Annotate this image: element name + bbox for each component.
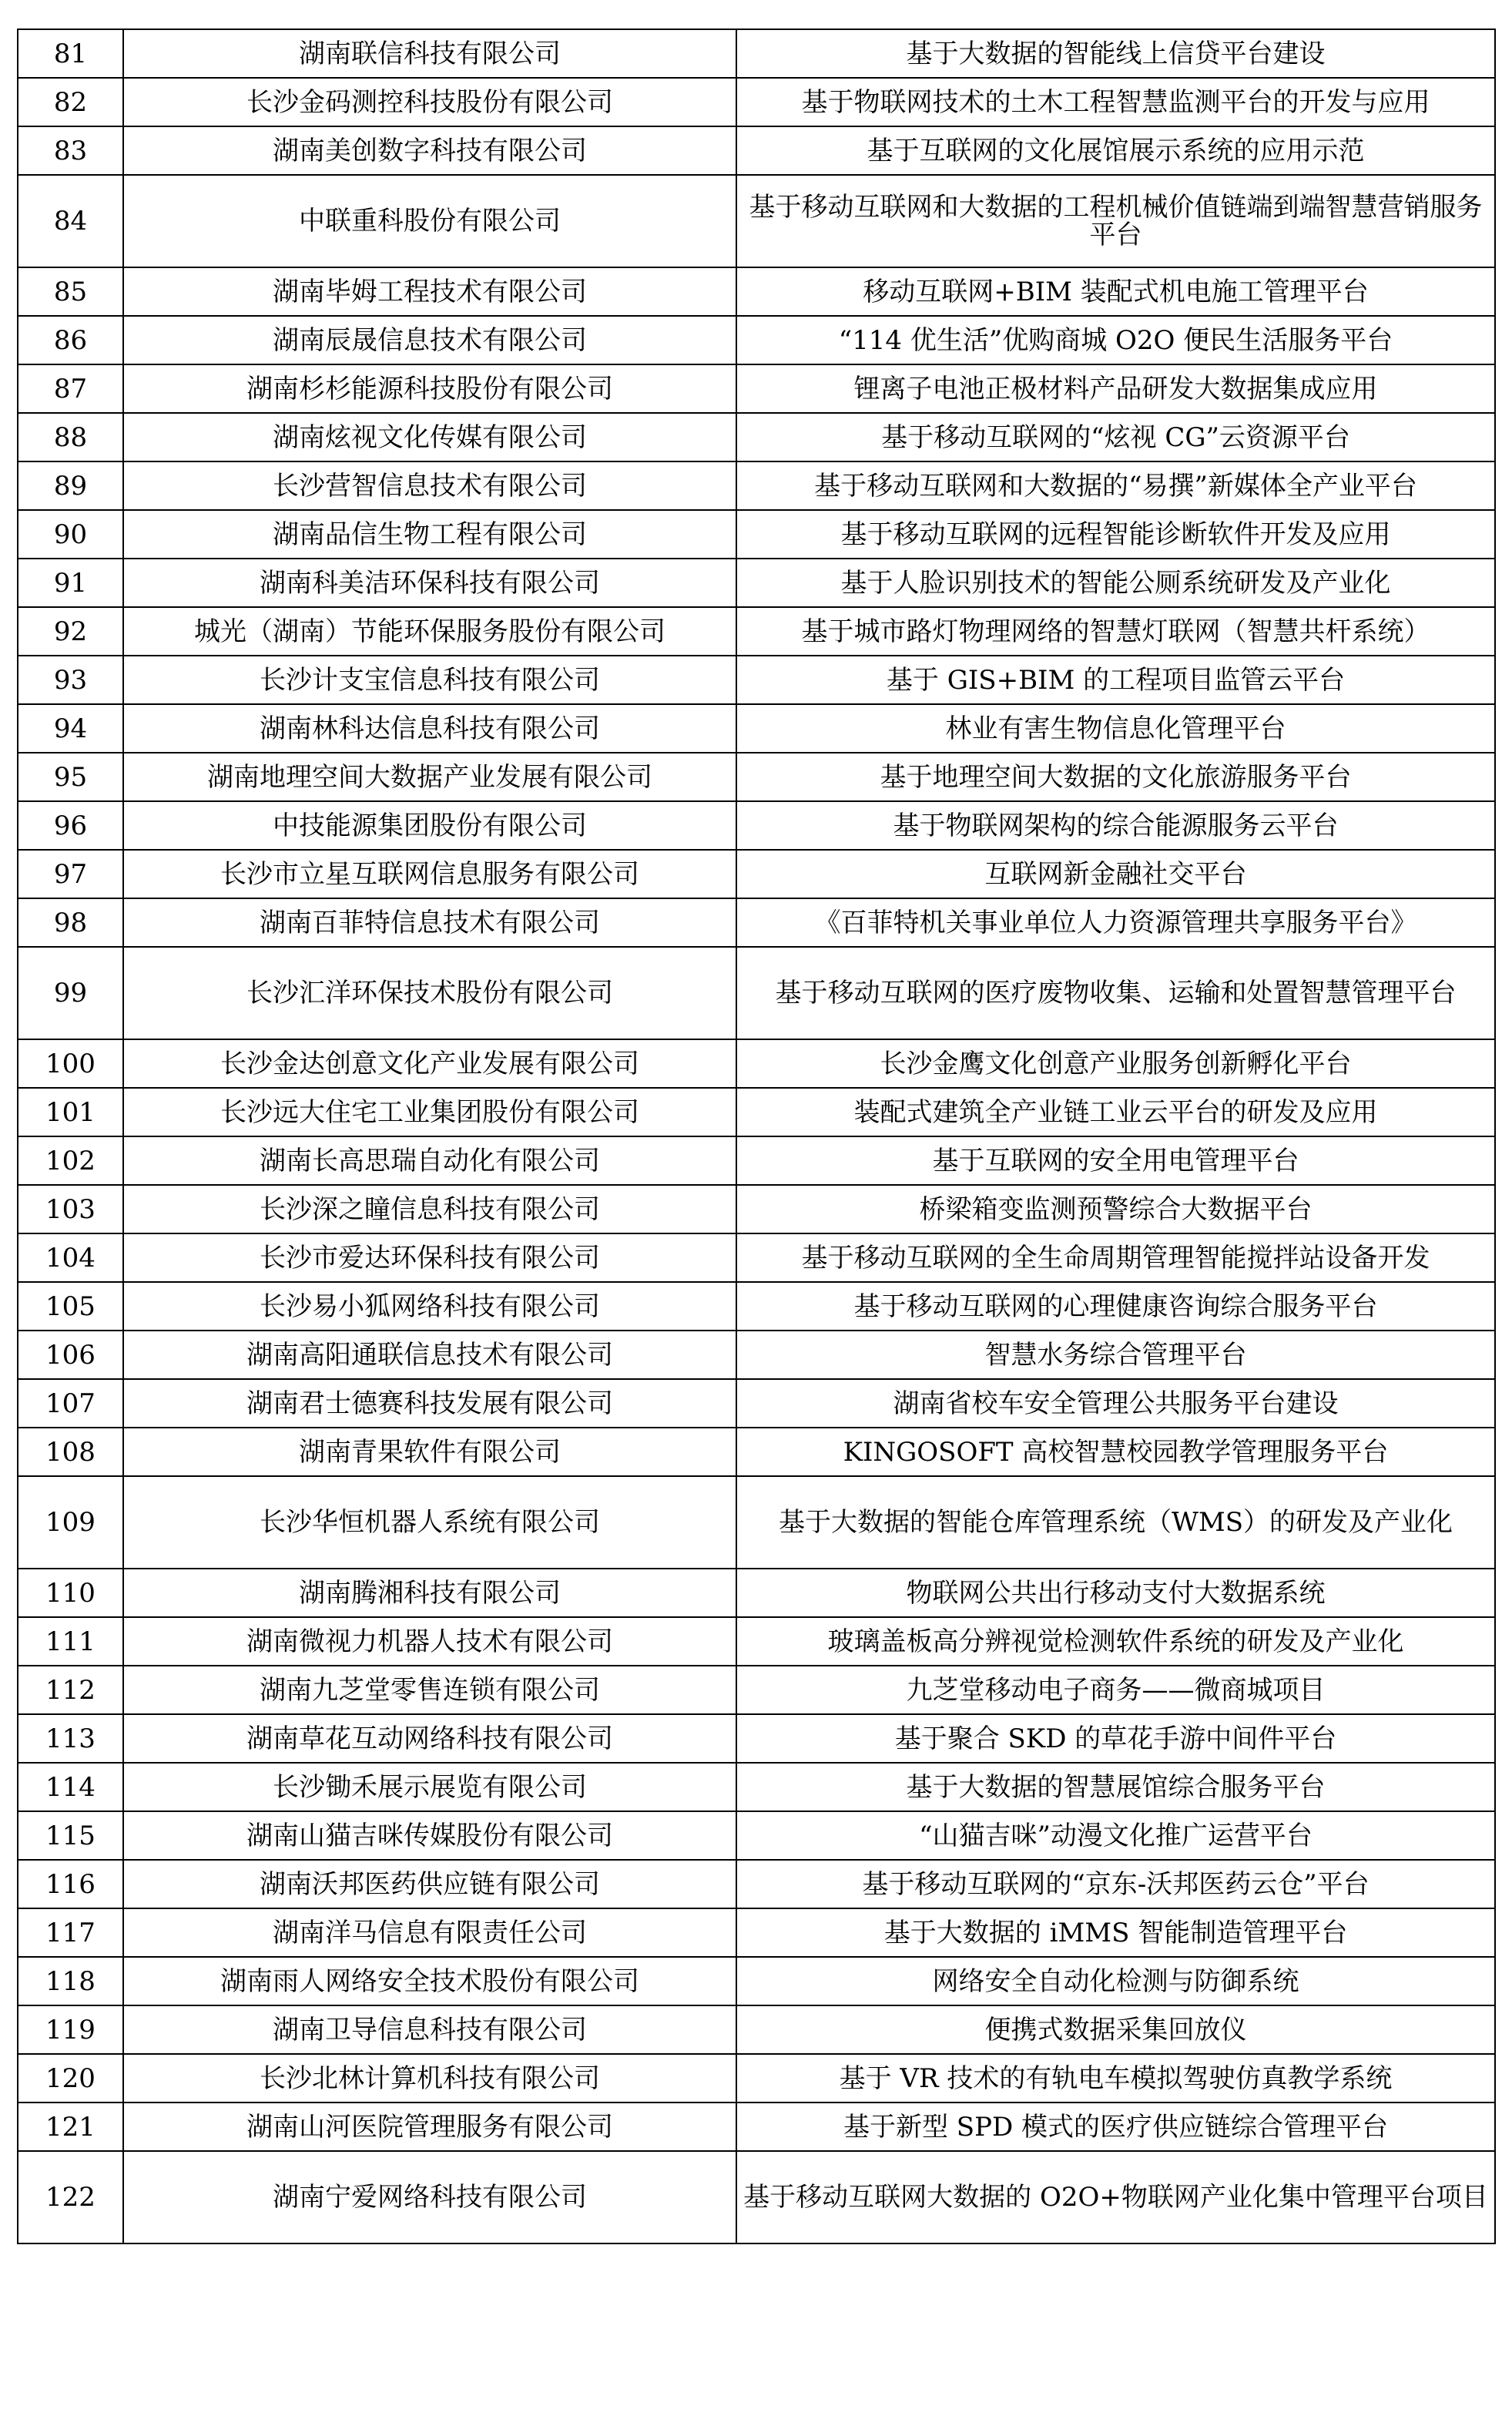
table-row — [18, 175, 1495, 267]
company-name-cell: 湖南草花互动网络科技有限公司 — [123, 1714, 736, 1763]
company-name-cell: 湖南杉杉能源科技股份有限公司 — [123, 364, 736, 413]
project-name-cell: 基于物联网技术的土木工程智慧监测平台的开发与应用 — [736, 78, 1495, 126]
row-number-cell: 115 — [18, 1811, 123, 1860]
row-number-cell: 117 — [18, 1908, 123, 1957]
project-name-cell: 基于移动互联网和大数据的“易撰”新媒体全产业平台 — [736, 461, 1495, 510]
table-row — [18, 1811, 1495, 1860]
project-name-cell: 基于城市路灯物理网络的智慧灯联网（智慧共杆系统） — [736, 607, 1495, 656]
table-row — [18, 559, 1495, 607]
company-name-cell: 长沙易小狐网络科技有限公司 — [123, 1282, 736, 1331]
project-name-cell: 基于人脸识别技术的智能公厕系统研发及产业化 — [736, 559, 1495, 607]
company-name-cell: 湖南高阳通联信息技术有限公司 — [123, 1331, 736, 1379]
row-number-cell: 100 — [18, 1039, 123, 1088]
company-name-cell: 湖南品信生物工程有限公司 — [123, 510, 736, 559]
table-row — [18, 1714, 1495, 1763]
table-row — [18, 2103, 1495, 2151]
table-row — [18, 753, 1495, 801]
company-name-cell: 湖南山河医院管理服务有限公司 — [123, 2103, 736, 2151]
table-row — [18, 1039, 1495, 1088]
company-name-cell: 湖南九芝堂零售连锁有限公司 — [123, 1666, 736, 1714]
row-number-cell: 104 — [18, 1233, 123, 1282]
row-number-cell: 91 — [18, 559, 123, 607]
company-name-cell: 湖南炫视文化传媒有限公司 — [123, 413, 736, 461]
project-name-cell: 长沙金鹰文化创意产业服务创新孵化平台 — [736, 1039, 1495, 1088]
row-number-cell: 107 — [18, 1379, 123, 1428]
company-name-cell: 湖南微视力机器人技术有限公司 — [123, 1617, 736, 1666]
row-number-cell: 96 — [18, 801, 123, 850]
table-row — [18, 1379, 1495, 1428]
row-number-cell: 83 — [18, 126, 123, 175]
project-list-table — [17, 29, 1496, 2244]
row-number-cell: 121 — [18, 2103, 123, 2151]
project-name-cell: 基于物联网架构的综合能源服务云平台 — [736, 801, 1495, 850]
project-name-cell: 锂离子电池正极材料产品研发大数据集成应用 — [736, 364, 1495, 413]
project-name-cell: 基于互联网的文化展馆展示系统的应用示范 — [736, 126, 1495, 175]
row-number-cell: 99 — [18, 947, 123, 1039]
table-row — [18, 1282, 1495, 1331]
table-row — [18, 1957, 1495, 2005]
project-name-cell: 基于移动互联网的远程智能诊断软件开发及应用 — [736, 510, 1495, 559]
project-name-cell: 基于移动互联网大数据的 O2O+物联网产业化集中管理平台项目 — [736, 2151, 1495, 2243]
project-name-cell: 基于聚合 SKD 的草花手游中间件平台 — [736, 1714, 1495, 1763]
company-name-cell: 长沙市爱达环保科技有限公司 — [123, 1233, 736, 1282]
table-row — [18, 1860, 1495, 1908]
row-number-cell: 112 — [18, 1666, 123, 1714]
project-name-cell: 移动互联网+BIM 装配式机电施工管理平台 — [736, 267, 1495, 316]
company-name-cell: 湖南沃邦医药供应链有限公司 — [123, 1860, 736, 1908]
table-row — [18, 656, 1495, 704]
table-body — [18, 29, 1495, 2243]
table-row — [18, 1088, 1495, 1136]
row-number-cell: 119 — [18, 2005, 123, 2054]
row-number-cell: 86 — [18, 316, 123, 364]
table-row — [18, 1763, 1495, 1811]
row-number-cell: 114 — [18, 1763, 123, 1811]
project-name-cell: 基于移动互联网的全生命周期管理智能搅拌站设备开发 — [736, 1233, 1495, 1282]
company-name-cell: 长沙深之瞳信息科技有限公司 — [123, 1185, 736, 1233]
row-number-cell: 110 — [18, 1569, 123, 1617]
project-name-cell: 基于新型 SPD 模式的医疗供应链综合管理平台 — [736, 2103, 1495, 2151]
project-name-cell: 湖南省校车安全管理公共服务平台建设 — [736, 1379, 1495, 1428]
row-number-cell: 85 — [18, 267, 123, 316]
company-name-cell: 湖南雨人网络安全技术股份有限公司 — [123, 1957, 736, 2005]
project-name-cell: 基于互联网的安全用电管理平台 — [736, 1136, 1495, 1185]
company-name-cell: 长沙金达创意文化产业发展有限公司 — [123, 1039, 736, 1088]
table-row — [18, 1617, 1495, 1666]
company-name-cell: 湖南洋马信息有限责任公司 — [123, 1908, 736, 1957]
company-name-cell: 湖南卫导信息科技有限公司 — [123, 2005, 736, 2054]
table-row — [18, 1136, 1495, 1185]
row-number-cell: 94 — [18, 704, 123, 753]
row-number-cell: 98 — [18, 898, 123, 947]
table-row — [18, 1666, 1495, 1714]
table-row — [18, 607, 1495, 656]
row-number-cell: 101 — [18, 1088, 123, 1136]
project-name-cell: 基于移动互联网和大数据的工程机械价值链端到端智慧营销服务平台 — [736, 175, 1495, 267]
row-number-cell: 108 — [18, 1428, 123, 1476]
project-name-cell: “114 优生活”优购商城 O2O 便民生活服务平台 — [736, 316, 1495, 364]
company-name-cell: 湖南宁爱网络科技有限公司 — [123, 2151, 736, 2243]
table-row — [18, 461, 1495, 510]
project-name-cell: 基于大数据的智慧展馆综合服务平台 — [736, 1763, 1495, 1811]
row-number-cell: 103 — [18, 1185, 123, 1233]
row-number-cell: 84 — [18, 175, 123, 267]
project-name-cell: 基于 GIS+BIM 的工程项目监管云平台 — [736, 656, 1495, 704]
row-number-cell: 113 — [18, 1714, 123, 1763]
table-row — [18, 29, 1495, 78]
company-name-cell: 湖南毕姆工程技术有限公司 — [123, 267, 736, 316]
row-number-cell: 82 — [18, 78, 123, 126]
table-row — [18, 801, 1495, 850]
project-name-cell: 《百菲特机关事业单位人力资源管理共享服务平台》 — [736, 898, 1495, 947]
row-number-cell: 122 — [18, 2151, 123, 2243]
project-name-cell: 基于移动互联网的心理健康咨询综合服务平台 — [736, 1282, 1495, 1331]
company-name-cell: 长沙汇洋环保技术股份有限公司 — [123, 947, 736, 1039]
table-row — [18, 1476, 1495, 1569]
project-name-cell: “山猫吉咪”动漫文化推广运营平台 — [736, 1811, 1495, 1860]
row-number-cell: 102 — [18, 1136, 123, 1185]
row-number-cell: 95 — [18, 753, 123, 801]
row-number-cell: 87 — [18, 364, 123, 413]
project-name-cell: 玻璃盖板高分辨视觉检测软件系统的研发及产业化 — [736, 1617, 1495, 1666]
project-name-cell: 装配式建筑全产业链工业云平台的研发及应用 — [736, 1088, 1495, 1136]
row-number-cell: 81 — [18, 29, 123, 78]
row-number-cell: 116 — [18, 1860, 123, 1908]
company-name-cell: 长沙华恒机器人系统有限公司 — [123, 1476, 736, 1569]
company-name-cell: 中技能源集团股份有限公司 — [123, 801, 736, 850]
company-name-cell: 湖南辰晟信息技术有限公司 — [123, 316, 736, 364]
project-name-cell: 基于移动互联网的医疗废物收集、运输和处置智慧管理平台 — [736, 947, 1495, 1039]
row-number-cell: 106 — [18, 1331, 123, 1379]
company-name-cell: 湖南百菲特信息技术有限公司 — [123, 898, 736, 947]
row-number-cell: 92 — [18, 607, 123, 656]
row-number-cell: 111 — [18, 1617, 123, 1666]
company-name-cell: 湖南林科达信息科技有限公司 — [123, 704, 736, 753]
row-number-cell: 120 — [18, 2054, 123, 2103]
project-name-cell: 林业有害生物信息化管理平台 — [736, 704, 1495, 753]
row-number-cell: 90 — [18, 510, 123, 559]
row-number-cell: 118 — [18, 1957, 123, 2005]
table-row — [18, 947, 1495, 1039]
row-number-cell: 105 — [18, 1282, 123, 1331]
company-name-cell: 湖南青果软件有限公司 — [123, 1428, 736, 1476]
table-row — [18, 898, 1495, 947]
project-name-cell: 物联网公共出行移动支付大数据系统 — [736, 1569, 1495, 1617]
company-name-cell: 湖南腾湘科技有限公司 — [123, 1569, 736, 1617]
table-row — [18, 78, 1495, 126]
table-row — [18, 1569, 1495, 1617]
project-name-cell: 智慧水务综合管理平台 — [736, 1331, 1495, 1379]
table-row — [18, 2151, 1495, 2243]
company-name-cell: 城光（湖南）节能环保服务股份有限公司 — [123, 607, 736, 656]
project-name-cell: 桥梁箱变监测预警综合大数据平台 — [736, 1185, 1495, 1233]
row-number-cell: 93 — [18, 656, 123, 704]
table-row — [18, 1331, 1495, 1379]
table-row — [18, 413, 1495, 461]
company-name-cell: 湖南君士德赛科技发展有限公司 — [123, 1379, 736, 1428]
company-name-cell: 湖南联信科技有限公司 — [123, 29, 736, 78]
table-row — [18, 1185, 1495, 1233]
row-number-cell: 88 — [18, 413, 123, 461]
company-name-cell: 长沙营智信息技术有限公司 — [123, 461, 736, 510]
table-row — [18, 2054, 1495, 2103]
table-row — [18, 364, 1495, 413]
company-name-cell: 长沙计支宝信息科技有限公司 — [123, 656, 736, 704]
project-name-cell: 基于大数据的 iMMS 智能制造管理平台 — [736, 1908, 1495, 1957]
table-row — [18, 126, 1495, 175]
table-row — [18, 1908, 1495, 1957]
row-number-cell: 109 — [18, 1476, 123, 1569]
company-name-cell: 长沙北林计算机科技有限公司 — [123, 2054, 736, 2103]
table-row — [18, 1233, 1495, 1282]
project-name-cell: 基于地理空间大数据的文化旅游服务平台 — [736, 753, 1495, 801]
project-name-cell: 基于移动互联网的“京东-沃邦医药云仓”平台 — [736, 1860, 1495, 1908]
company-name-cell: 长沙远大住宅工业集团股份有限公司 — [123, 1088, 736, 1136]
table-row — [18, 704, 1495, 753]
company-name-cell: 长沙锄禾展示展览有限公司 — [123, 1763, 736, 1811]
table-row — [18, 316, 1495, 364]
company-name-cell: 湖南美创数字科技有限公司 — [123, 126, 736, 175]
table-row — [18, 2005, 1495, 2054]
project-name-cell: 互联网新金融社交平台 — [736, 850, 1495, 898]
project-name-cell: 基于大数据的智能线上信贷平台建设 — [736, 29, 1495, 78]
company-name-cell: 长沙金码测控科技股份有限公司 — [123, 78, 736, 126]
table-row — [18, 850, 1495, 898]
table-row — [18, 267, 1495, 316]
project-name-cell: 基于大数据的智能仓库管理系统（WMS）的研发及产业化 — [736, 1476, 1495, 1569]
project-name-cell: 基于 VR 技术的有轨电车模拟驾驶仿真教学系统 — [736, 2054, 1495, 2103]
company-name-cell: 湖南山猫吉咪传媒股份有限公司 — [123, 1811, 736, 1860]
project-name-cell: 基于移动互联网的“炫视 CG”云资源平台 — [736, 413, 1495, 461]
company-name-cell: 湖南科美洁环保科技有限公司 — [123, 559, 736, 607]
company-name-cell: 中联重科股份有限公司 — [123, 175, 736, 267]
row-number-cell: 97 — [18, 850, 123, 898]
table-row — [18, 510, 1495, 559]
company-name-cell: 湖南长高思瑞自动化有限公司 — [123, 1136, 736, 1185]
company-name-cell: 长沙市立星互联网信息服务有限公司 — [123, 850, 736, 898]
project-name-cell: 九芝堂移动电子商务——微商城项目 — [736, 1666, 1495, 1714]
project-name-cell: 便携式数据采集回放仪 — [736, 2005, 1495, 2054]
row-number-cell: 89 — [18, 461, 123, 510]
project-name-cell: 网络安全自动化检测与防御系统 — [736, 1957, 1495, 2005]
table-row — [18, 1428, 1495, 1476]
project-name-cell: KINGOSOFT 高校智慧校园教学管理服务平台 — [736, 1428, 1495, 1476]
company-name-cell: 湖南地理空间大数据产业发展有限公司 — [123, 753, 736, 801]
